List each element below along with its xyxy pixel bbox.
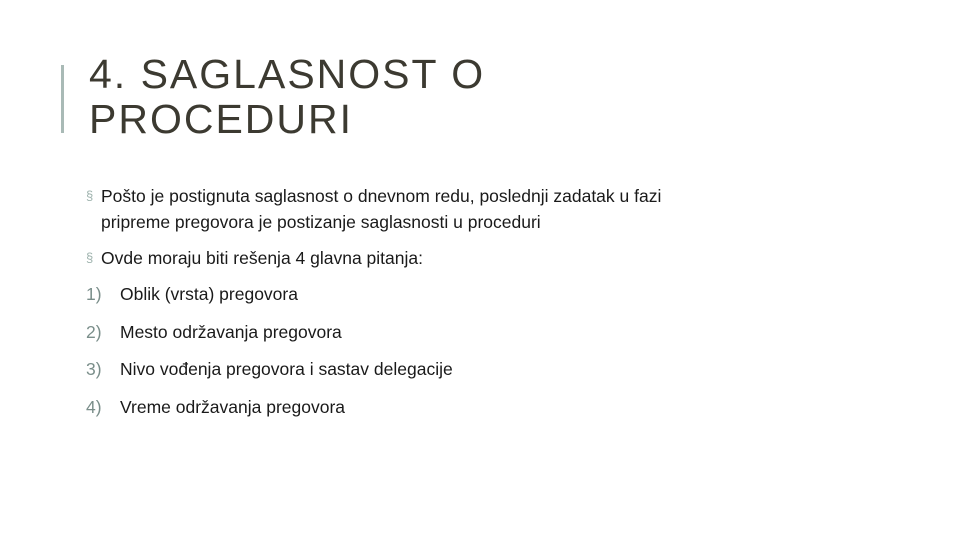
bullet-text: Ovde moraju biti rešenja 4 glavna pitanja: (101, 248, 423, 268)
item-text: Oblik (vrsta) pregovora (120, 284, 298, 304)
bullet-marker-icon: § (86, 188, 94, 203)
bullet-text: Pošto je postignuta saglasnost o dnevnom redu, poslednji zadatak u fazi (101, 186, 662, 206)
item-number: 4) (86, 396, 102, 417)
bullet-item (86, 183, 846, 235)
title-accent-bar (61, 65, 64, 133)
slide-title-line-2: PROCEDURI (89, 96, 354, 142)
bullet-marker-icon: § (86, 250, 94, 265)
item-text: Nivo vođenja pregovora i sastav delegacije (120, 359, 453, 379)
slide-title (89, 52, 789, 142)
item-number: 1) (86, 284, 102, 304)
numbered-item (86, 319, 846, 345)
bullet-text-continuation: pripreme pregovora je postizanje saglasnosti u proceduri (101, 212, 541, 232)
numbered-item (86, 281, 846, 307)
bullet-item (86, 245, 846, 271)
item-text: Mesto održavanja pregovora (120, 321, 342, 342)
item-text: Vreme održavanja pregovora (120, 396, 346, 417)
bullet-list (86, 183, 846, 281)
item-number: 2) (86, 321, 102, 342)
numbered-item (86, 394, 846, 420)
numbered-list (86, 281, 846, 431)
numbered-item (86, 356, 846, 382)
item-number: 3) (86, 359, 102, 379)
slide-title-line-1: 4. SAGLASNOST O (89, 51, 486, 97)
